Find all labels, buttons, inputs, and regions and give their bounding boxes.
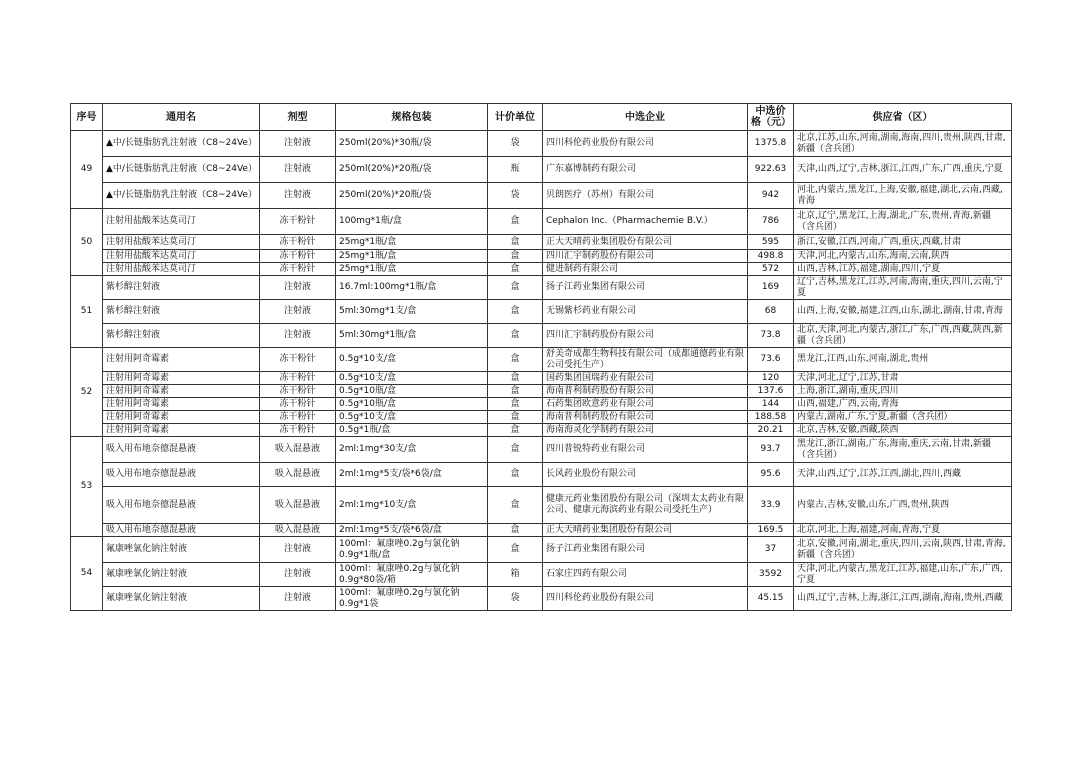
company-cell: 舒美奇成都生物科技有限公司（成都通德药业有限公司受托生产） xyxy=(543,348,748,372)
generic-name-cell: 注射用盐酸苯达莫司汀 xyxy=(103,235,260,250)
dosage-form-cell: 注射液 xyxy=(260,537,336,563)
table-row xyxy=(71,250,1012,263)
price-cell: 137.6 xyxy=(748,385,794,398)
unit-cell: 盒 xyxy=(488,300,543,324)
generic-name-cell: 注射用阿奇霉素 xyxy=(103,372,260,385)
provinces-cell: 天津,河北,辽宁,江苏,甘肃 xyxy=(794,372,1012,385)
unit-cell: 盒 xyxy=(488,524,543,537)
price-cell: 68 xyxy=(748,300,794,324)
specification-cell: 25mg*1瓶/盒 xyxy=(336,235,488,250)
generic-name-cell: 氟康唑氯化钠注射液 xyxy=(103,563,260,587)
generic-name-cell: 紫杉醇注射液 xyxy=(103,276,260,300)
unit-cell: 盒 xyxy=(488,487,543,524)
price-cell: 188.58 xyxy=(748,411,794,424)
provinces-cell: 河北,内蒙古,黑龙江,上海,安徽,福建,湖北,云南,西藏,青海 xyxy=(794,183,1012,209)
company-cell: 四川普锐特药业有限公司 xyxy=(543,437,748,463)
provinces-cell: 北京,安徽,河南,湖北,重庆,四川,云南,陕西,甘肃,青海,新疆（含兵团） xyxy=(794,537,1012,563)
generic-name-cell: 氟康唑氯化钠注射液 xyxy=(103,537,260,563)
table-row xyxy=(71,537,1012,563)
unit-cell: 盒 xyxy=(488,537,543,563)
provinces-cell: 天津,河北,内蒙古,山东,海南,云南,陕西 xyxy=(794,250,1012,263)
generic-name-cell: 注射用阿奇霉素 xyxy=(103,348,260,372)
generic-name-cell: 吸入用布地奈德混悬液 xyxy=(103,463,260,487)
header-price: 中选价格（元） xyxy=(748,104,794,131)
generic-name-cell: 注射用盐酸苯达莫司汀 xyxy=(103,250,260,263)
price-cell: 169 xyxy=(748,276,794,300)
table-row xyxy=(71,424,1012,437)
company-cell: 贝朗医疗（苏州）有限公司 xyxy=(543,183,748,209)
dosage-form-cell: 注射液 xyxy=(260,563,336,587)
generic-name-cell: 吸入用布地奈德混悬液 xyxy=(103,437,260,463)
table-row xyxy=(71,209,1012,235)
table-row xyxy=(71,437,1012,463)
table-row xyxy=(71,372,1012,385)
provinces-cell: 黑龙江,江西,山东,河南,湖北,贵州 xyxy=(794,348,1012,372)
unit-cell: 盒 xyxy=(488,250,543,263)
table-row xyxy=(71,348,1012,372)
dosage-form-cell: 冻干粉针 xyxy=(260,348,336,372)
price-cell: 20.21 xyxy=(748,424,794,437)
company-cell: Cephalon Inc.（Pharmachemie B.V.） xyxy=(543,209,748,235)
unit-cell: 袋 xyxy=(488,131,543,157)
unit-cell: 盒 xyxy=(488,324,543,348)
specification-cell: 16.7ml:100mg*1瓶/盒 xyxy=(336,276,488,300)
table-row xyxy=(71,524,1012,537)
specification-cell: 0.5g*1瓶/盒 xyxy=(336,424,488,437)
table-row xyxy=(71,463,1012,487)
dosage-form-cell: 冻干粉针 xyxy=(260,385,336,398)
dosage-form-cell: 吸入混悬液 xyxy=(260,524,336,537)
dosage-form-cell: 冻干粉针 xyxy=(260,372,336,385)
unit-cell: 盒 xyxy=(488,348,543,372)
generic-name-cell: 注射用阿奇霉素 xyxy=(103,424,260,437)
unit-cell: 盒 xyxy=(488,263,543,276)
generic-name-cell: 吸入用布地奈德混悬液 xyxy=(103,487,260,524)
unit-cell: 袋 xyxy=(488,183,543,209)
specification-cell: 0.5g*10支/盒 xyxy=(336,348,488,372)
company-cell: 石药集团欧意药业有限公司 xyxy=(543,398,748,411)
unit-cell: 盒 xyxy=(488,463,543,487)
unit-cell: 瓶 xyxy=(488,157,543,183)
dosage-form-cell: 注射液 xyxy=(260,300,336,324)
provinces-cell: 黑龙江,浙江,湖南,广东,海南,重庆,云南,甘肃,新疆（含兵团） xyxy=(794,437,1012,463)
dosage-form-cell: 吸入混悬液 xyxy=(260,463,336,487)
specification-cell: 100ml：氟康唑0.2g与氯化钠0.9g*80袋/箱 xyxy=(336,563,488,587)
provinces-cell: 北京,江苏,山东,河南,湖南,海南,四川,贵州,陕西,甘肃,新疆（含兵团） xyxy=(794,131,1012,157)
dosage-form-cell: 注射液 xyxy=(260,587,336,611)
company-cell: 海南普利制药股份有限公司 xyxy=(543,411,748,424)
header-provinces: 供应省（区） xyxy=(794,104,1012,131)
price-cell: 3592 xyxy=(748,563,794,587)
company-cell: 扬子江药业集团有限公司 xyxy=(543,276,748,300)
price-cell: 120 xyxy=(748,372,794,385)
provinces-cell: 辽宁,吉林,黑龙江,江苏,河南,海南,重庆,四川,云南,宁夏 xyxy=(794,276,1012,300)
price-cell: 169.5 xyxy=(748,524,794,537)
specification-cell: 250ml(20%)*20瓶/袋 xyxy=(336,157,488,183)
table-row xyxy=(71,276,1012,300)
company-cell: 四川科伦药业股份有限公司 xyxy=(543,131,748,157)
company-cell: 海南普利制药股份有限公司 xyxy=(543,385,748,398)
provinces-cell: 北京,辽宁,黑龙江,上海,湖北,广东,贵州,青海,新疆（含兵团） xyxy=(794,209,1012,235)
table-row xyxy=(71,587,1012,611)
company-cell: 国药集团国瑞药业有限公司 xyxy=(543,372,748,385)
table-row xyxy=(71,385,1012,398)
specification-cell: 100mg*1瓶/盒 xyxy=(336,209,488,235)
table-header-row xyxy=(71,104,1012,131)
unit-cell: 袋 xyxy=(488,587,543,611)
price-cell: 922.63 xyxy=(748,157,794,183)
seq-cell: 52 xyxy=(71,348,103,437)
company-cell: 四川汇宇制药股份有限公司 xyxy=(543,324,748,348)
dosage-form-cell: 吸入混悬液 xyxy=(260,437,336,463)
price-cell: 498.8 xyxy=(748,250,794,263)
generic-name-cell: 紫杉醇注射液 xyxy=(103,300,260,324)
dosage-form-cell: 吸入混悬液 xyxy=(260,487,336,524)
header-unit: 计价单位 xyxy=(488,104,543,131)
generic-name-cell: 紫杉醇注射液 xyxy=(103,324,260,348)
provinces-cell: 浙江,安徽,江西,河南,广西,重庆,西藏,甘肃 xyxy=(794,235,1012,250)
price-cell: 73.6 xyxy=(748,348,794,372)
dosage-form-cell: 冻干粉针 xyxy=(260,398,336,411)
price-cell: 942 xyxy=(748,183,794,209)
unit-cell: 箱 xyxy=(488,563,543,587)
company-cell: 石家庄四药有限公司 xyxy=(543,563,748,587)
company-cell: 健进制药有限公司 xyxy=(543,263,748,276)
company-cell: 无锡紫杉药业有限公司 xyxy=(543,300,748,324)
price-cell: 595 xyxy=(748,235,794,250)
specification-cell: 250ml(20%)*20瓶/袋 xyxy=(336,183,488,209)
table-row xyxy=(71,398,1012,411)
provinces-cell: 内蒙古,湖南,广东,宁夏,新疆（含兵团） xyxy=(794,411,1012,424)
seq-cell: 51 xyxy=(71,276,103,348)
table-row xyxy=(71,131,1012,157)
company-cell: 长风药业股份有限公司 xyxy=(543,463,748,487)
provinces-cell: 山西,福建,广西,云南,青海 xyxy=(794,398,1012,411)
generic-name-cell: 吸入用布地奈德混悬液 xyxy=(103,524,260,537)
specification-cell: 2ml:1mg*10支/盒 xyxy=(336,487,488,524)
specification-cell: 250ml(20%)*30瓶/袋 xyxy=(336,131,488,157)
company-cell: 健康元药业集团股份有限公司（深圳太太药业有限公司、健康元海滨药业有限公司受托生产） xyxy=(543,487,748,524)
provinces-cell: 北京,天津,河北,内蒙古,浙江,广东,广西,西藏,陕西,新疆（含兵团） xyxy=(794,324,1012,348)
seq-cell: 53 xyxy=(71,437,103,537)
header-company: 中选企业 xyxy=(543,104,748,131)
specification-cell: 0.5g*10支/盒 xyxy=(336,411,488,424)
header-seq: 序号 xyxy=(71,104,103,131)
unit-cell: 盒 xyxy=(488,209,543,235)
price-cell: 144 xyxy=(748,398,794,411)
generic-name-cell: 注射用阿奇霉素 xyxy=(103,411,260,424)
table-row xyxy=(71,300,1012,324)
generic-name-cell: ▲中/长链脂肪乳注射液（C8~24Ve） xyxy=(103,157,260,183)
unit-cell: 盒 xyxy=(488,424,543,437)
company-cell: 四川汇宇制药股份有限公司 xyxy=(543,250,748,263)
dosage-form-cell: 注射液 xyxy=(260,276,336,300)
price-cell: 73.8 xyxy=(748,324,794,348)
specification-cell: 100ml：氟康唑0.2g与氯化钠0.9g*1袋 xyxy=(336,587,488,611)
provinces-cell: 内蒙古,吉林,安徽,山东,广西,贵州,陕西 xyxy=(794,487,1012,524)
price-cell: 95.6 xyxy=(748,463,794,487)
unit-cell: 盒 xyxy=(488,411,543,424)
provinces-cell: 天津,山西,辽宁,吉林,浙江,江西,广东,广西,重庆,宁夏 xyxy=(794,157,1012,183)
dosage-form-cell: 注射液 xyxy=(260,183,336,209)
unit-cell: 盒 xyxy=(488,372,543,385)
generic-name-cell: ▲中/长链脂肪乳注射液（C8~24Ve） xyxy=(103,183,260,209)
price-cell: 37 xyxy=(748,537,794,563)
specification-cell: 5ml:30mg*1瓶/盒 xyxy=(336,324,488,348)
seq-cell: 49 xyxy=(71,131,103,209)
table-row xyxy=(71,563,1012,587)
table-row xyxy=(71,183,1012,209)
table-row xyxy=(71,157,1012,183)
header-generic-name: 通用名 xyxy=(103,104,260,131)
provinces-cell: 山西,辽宁,吉林,上海,浙江,江西,湖南,海南,贵州,西藏 xyxy=(794,587,1012,611)
unit-cell: 盒 xyxy=(488,235,543,250)
price-cell: 1375.8 xyxy=(748,131,794,157)
specification-cell: 0.5g*10瓶/盒 xyxy=(336,385,488,398)
company-cell: 四川科伦药业股份有限公司 xyxy=(543,587,748,611)
company-cell: 广东嘉博制药有限公司 xyxy=(543,157,748,183)
price-cell: 33.9 xyxy=(748,487,794,524)
specification-cell: 0.5g*10支/盒 xyxy=(336,372,488,385)
unit-cell: 盒 xyxy=(488,276,543,300)
generic-name-cell: 氟康唑氯化钠注射液 xyxy=(103,587,260,611)
generic-name-cell: 注射用盐酸苯达莫司汀 xyxy=(103,263,260,276)
dosage-form-cell: 冻干粉针 xyxy=(260,424,336,437)
dosage-form-cell: 冻干粉针 xyxy=(260,250,336,263)
dosage-form-cell: 冻干粉针 xyxy=(260,411,336,424)
dosage-form-cell: 冻干粉针 xyxy=(260,235,336,250)
specification-cell: 2ml:1mg*5支/袋*6袋/盒 xyxy=(336,463,488,487)
provinces-cell: 山西,上海,安徽,福建,江西,山东,湖北,湖南,甘肃,青海 xyxy=(794,300,1012,324)
unit-cell: 盒 xyxy=(488,385,543,398)
price-cell: 93.7 xyxy=(748,437,794,463)
provinces-cell: 山西,吉林,江苏,福建,湖南,四川,宁夏 xyxy=(794,263,1012,276)
company-cell: 海南海灵化学制药有限公司 xyxy=(543,424,748,437)
table-row xyxy=(71,411,1012,424)
dosage-form-cell: 冻干粉针 xyxy=(260,209,336,235)
drug-price-table xyxy=(70,103,1012,611)
generic-name-cell: ▲中/长链脂肪乳注射液（C8~24Ve） xyxy=(103,131,260,157)
table-row xyxy=(71,324,1012,348)
specification-cell: 100ml：氟康唑0.2g与氯化钠0.9g*1瓶/盒 xyxy=(336,537,488,563)
provinces-cell: 北京,河北,上海,福建,河南,青海,宁夏 xyxy=(794,524,1012,537)
table-row xyxy=(71,235,1012,250)
company-cell: 正大天晴药业集团股份有限公司 xyxy=(543,524,748,537)
header-specification: 规格包装 xyxy=(336,104,488,131)
generic-name-cell: 注射用阿奇霉素 xyxy=(103,398,260,411)
specification-cell: 2ml:1mg*30支/盒 xyxy=(336,437,488,463)
provinces-cell: 天津,山西,辽宁,江苏,江西,湖北,四川,西藏 xyxy=(794,463,1012,487)
price-cell: 786 xyxy=(748,209,794,235)
seq-cell: 50 xyxy=(71,209,103,276)
dosage-form-cell: 冻干粉针 xyxy=(260,263,336,276)
table-row xyxy=(71,487,1012,524)
provinces-cell: 上海,浙江,湖南,重庆,四川 xyxy=(794,385,1012,398)
specification-cell: 25mg*1瓶/盒 xyxy=(336,263,488,276)
generic-name-cell: 注射用阿奇霉素 xyxy=(103,385,260,398)
specification-cell: 5ml:30mg*1支/盒 xyxy=(336,300,488,324)
provinces-cell: 北京,吉林,安徽,西藏,陕西 xyxy=(794,424,1012,437)
unit-cell: 盒 xyxy=(488,437,543,463)
seq-cell: 54 xyxy=(71,537,103,611)
company-cell: 正大天晴药业集团股份有限公司 xyxy=(543,235,748,250)
price-cell: 572 xyxy=(748,263,794,276)
price-cell: 45.15 xyxy=(748,587,794,611)
table-row xyxy=(71,263,1012,276)
unit-cell: 盒 xyxy=(488,398,543,411)
specification-cell: 0.5g*10瓶/盒 xyxy=(336,398,488,411)
dosage-form-cell: 注射液 xyxy=(260,324,336,348)
specification-cell: 2ml:1mg*5支/袋*6袋/盒 xyxy=(336,524,488,537)
dosage-form-cell: 注射液 xyxy=(260,131,336,157)
provinces-cell: 天津,河北,内蒙古,黑龙江,江苏,福建,山东,广东,广西,宁夏 xyxy=(794,563,1012,587)
generic-name-cell: 注射用盐酸苯达莫司汀 xyxy=(103,209,260,235)
dosage-form-cell: 注射液 xyxy=(260,157,336,183)
specification-cell: 25mg*1瓶/盒 xyxy=(336,250,488,263)
company-cell: 扬子江药业集团有限公司 xyxy=(543,537,748,563)
table-body xyxy=(71,131,1012,611)
header-dosage-form: 剂型 xyxy=(260,104,336,131)
